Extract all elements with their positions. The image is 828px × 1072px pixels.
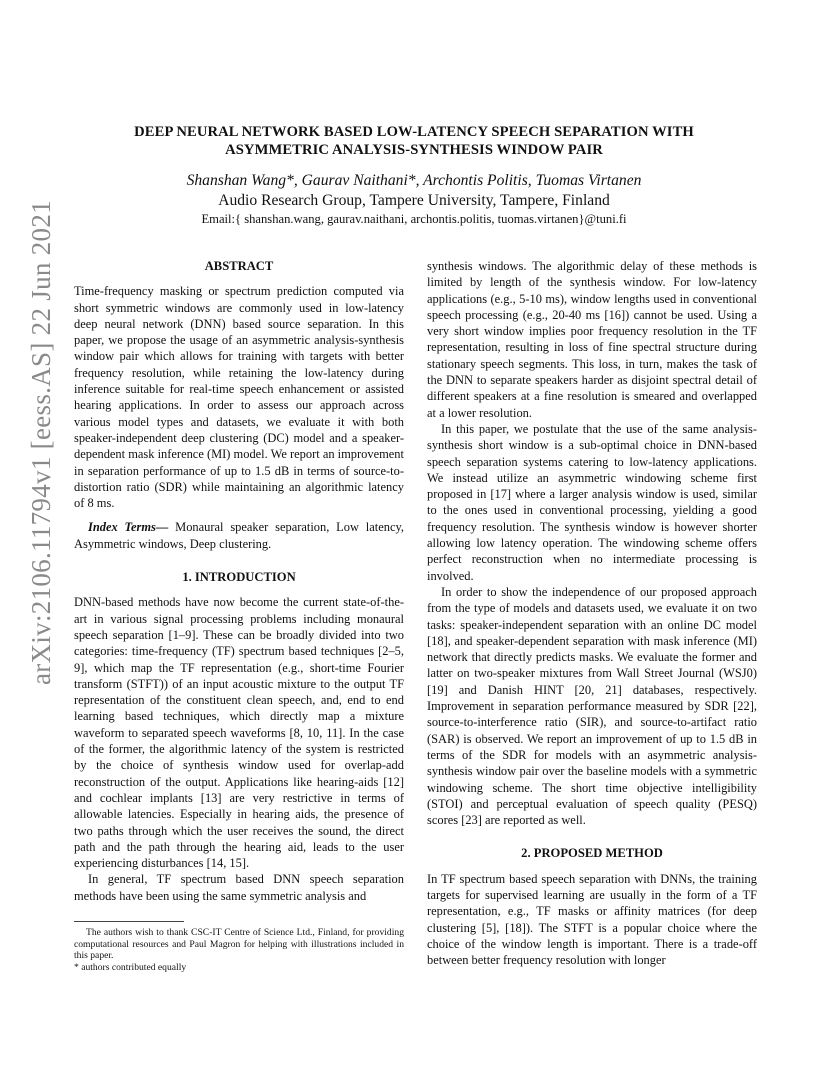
method-paragraph-1: In TF spectrum based speech separation with DNNs, the training targets for supervised learning are usually in the form of a TF representation, e.g., TF masks or affinity matrices (for deep clustering [5], [18]). The STFT is a popular choice where the choice of the window length is important. There is a trade-off between better frequency resolution with longer [427,871,757,968]
index-terms-text: Monaural speaker separation, Low latency, Asymmetric windows, Deep clustering. [74,520,405,551]
intro-paragraph-4: In order to show the independence of our proposed approach from the type of models and datasets used, we evaluate it on two tasks: speaker-independent separation with an online DC model [18], and speaker-dependent separation with mask inference (MI) network that directly predicts masks. We evaluate the former and latter on two-speaker mixtures from Wall Street Journal (WSJ0) [19] and Danish HINT [20, 21] databases, respectively. Improvement in separation performance measured by SDR [22], source-to-interference ratio (SIR), and source-to-artifact ratio (SAR) is observed. We report an improvement of up to 1.5 dB in terms of the SDR for models with an asymmetric analysis-synthesis window pair over the baseline models with a symmetric windowing scheme. The short time objective intelligibility (STOI) and perceptual evaluation of speech quality (PESQ) scores [23] are reported as well. [427,584,757,828]
footnote-equal-contribution: * authors contributed equally [74,961,187,973]
paper-title [80,123,748,159]
paper-title-line-2: ASYMMETRIC ANALYSIS-SYNTHESIS WINDOW PAIR [225,142,603,158]
paper-title-line-1: DEEP NEURAL NETWORK BASED LOW-LATENCY SPEECH SEPARATION WITH [134,124,694,140]
footnote-acknowledgement: The authors wish to thank CSC-IT Centre of Science Ltd., Finland, for providing computational resources and Paul Magron for helping with illustrations included in this paper. [74,927,404,962]
intro-paragraph-2: In general, TF spectrum based DNN speech separation methods have been using the same symmetric analysis and [74,872,404,903]
method-heading: 2. PROPOSED METHOD [521,846,663,861]
left-column [74,258,404,904]
author-list: Shanshan Wang*, Gaurav Naithani*, Archontis Politis, Tuomas Virtanen [186,172,642,189]
abstract-heading: ABSTRACT [204,259,274,273]
affiliation: Audio Research Group, Tampere University, Tampere, Finland [218,192,610,209]
footnote-rule [74,921,184,922]
arxiv-identifier-text: arXiv:2106.11794v1 [eess.AS] 22 Jun 2021 [26,200,56,685]
intro-paragraph-3: In this paper, we postulate that the use of the same analysis-synthesis short window is a sub-optimal choice in DNN-based speech separation systems catering to low-latency applications. We instead utilize an asymmetric windowing scheme first proposed in [17] where a larger analysis window is used, similar to the ones used in conventional processing, yielding a good frequency resolution. The synthesis window is however shorter allowing low latency operation. The windowing scheme offers perfect reconstruction when no intermediate processing is involved. [427,421,757,583]
intro-heading: 1. INTRODUCTION [182,570,296,585]
abstract-text: Time-frequency masking or spectrum prediction computed via short symmetric windows are commonly used in low-latency deep neural network (DNN) based source separation. In this paper, we propose the usage of an asymmetric analysis-synthesis window pair which allows for training with targets with better frequency resolution, while retaining the low-latency during inference suitable for real-time speech enhancement or assisted hearing applications. In order to assess our approach across various model types and datasets, we evaluate it with both speaker-independent deep clustering (DC) model and a speaker-dependent mask inference (MI) model. We report an improvement in separation performance of up to 1.5 dB in terms of source-to-distortion ratio (SDR) while maintaining an algorithmic latency of 8 ms. [74,284,404,511]
footnotes [74,921,404,973]
index-terms-label: Index Terms— [88,520,169,535]
intro-paragraph-2-continued: synthesis windows. The algorithmic delay of these methods is limited by length of the synthesis window. For low-latency applications (e.g., 5-10 ms), window lengths used in conventional speech processing (e.g., 20-40 ms [16]) cannot be used. Using a very short window implies poor frequency resolution in the TF representation, resulting in loss of fine spectral structure during stationary speech segments. This loss, in turn, makes the task of the DNN to separate speakers harder as disjoint spectral detail of different speakers at a fine resolution is smeared and overlapped at a lower resolution. [427,259,757,420]
right-column [427,258,757,968]
intro-paragraph-1: DNN-based methods have now become the current state-of-the-art in various signal processing problems including monaural speech separation [1–9]. These can be broadly divided into two categories: time-frequency (TF) spectrum based techniques [2–5, 9], which map the TF representation (e.g., short-time Fourier transform (STFT)) of an input acoustic mixture to the output TF representation of the constituent clean speech, and, end to end learning based techniques, which directly map a mixture waveform to separated speech waveforms [8, 10, 11]. In the case of the former, the algorithmic latency of the system is restricted by the choice of synthesis window used for overlap-add reconstruction of the output. Applications like hearing-aids [12] and cochlear implants [13] are very restrictive in terms of allowable latencies. Especially in hearing aids, the presence of two paths through which the user receives the sound, the direct path and the path through the hearing aid, leads to the user experiencing disturbances [14, 15]. [74,595,404,871]
index-terms [74,519,404,552]
email-line: Email:{ shanshan.wang, gaurav.naithani, archontis.politis, tuomas.virtanen}@tuni.fi [201,212,627,226]
